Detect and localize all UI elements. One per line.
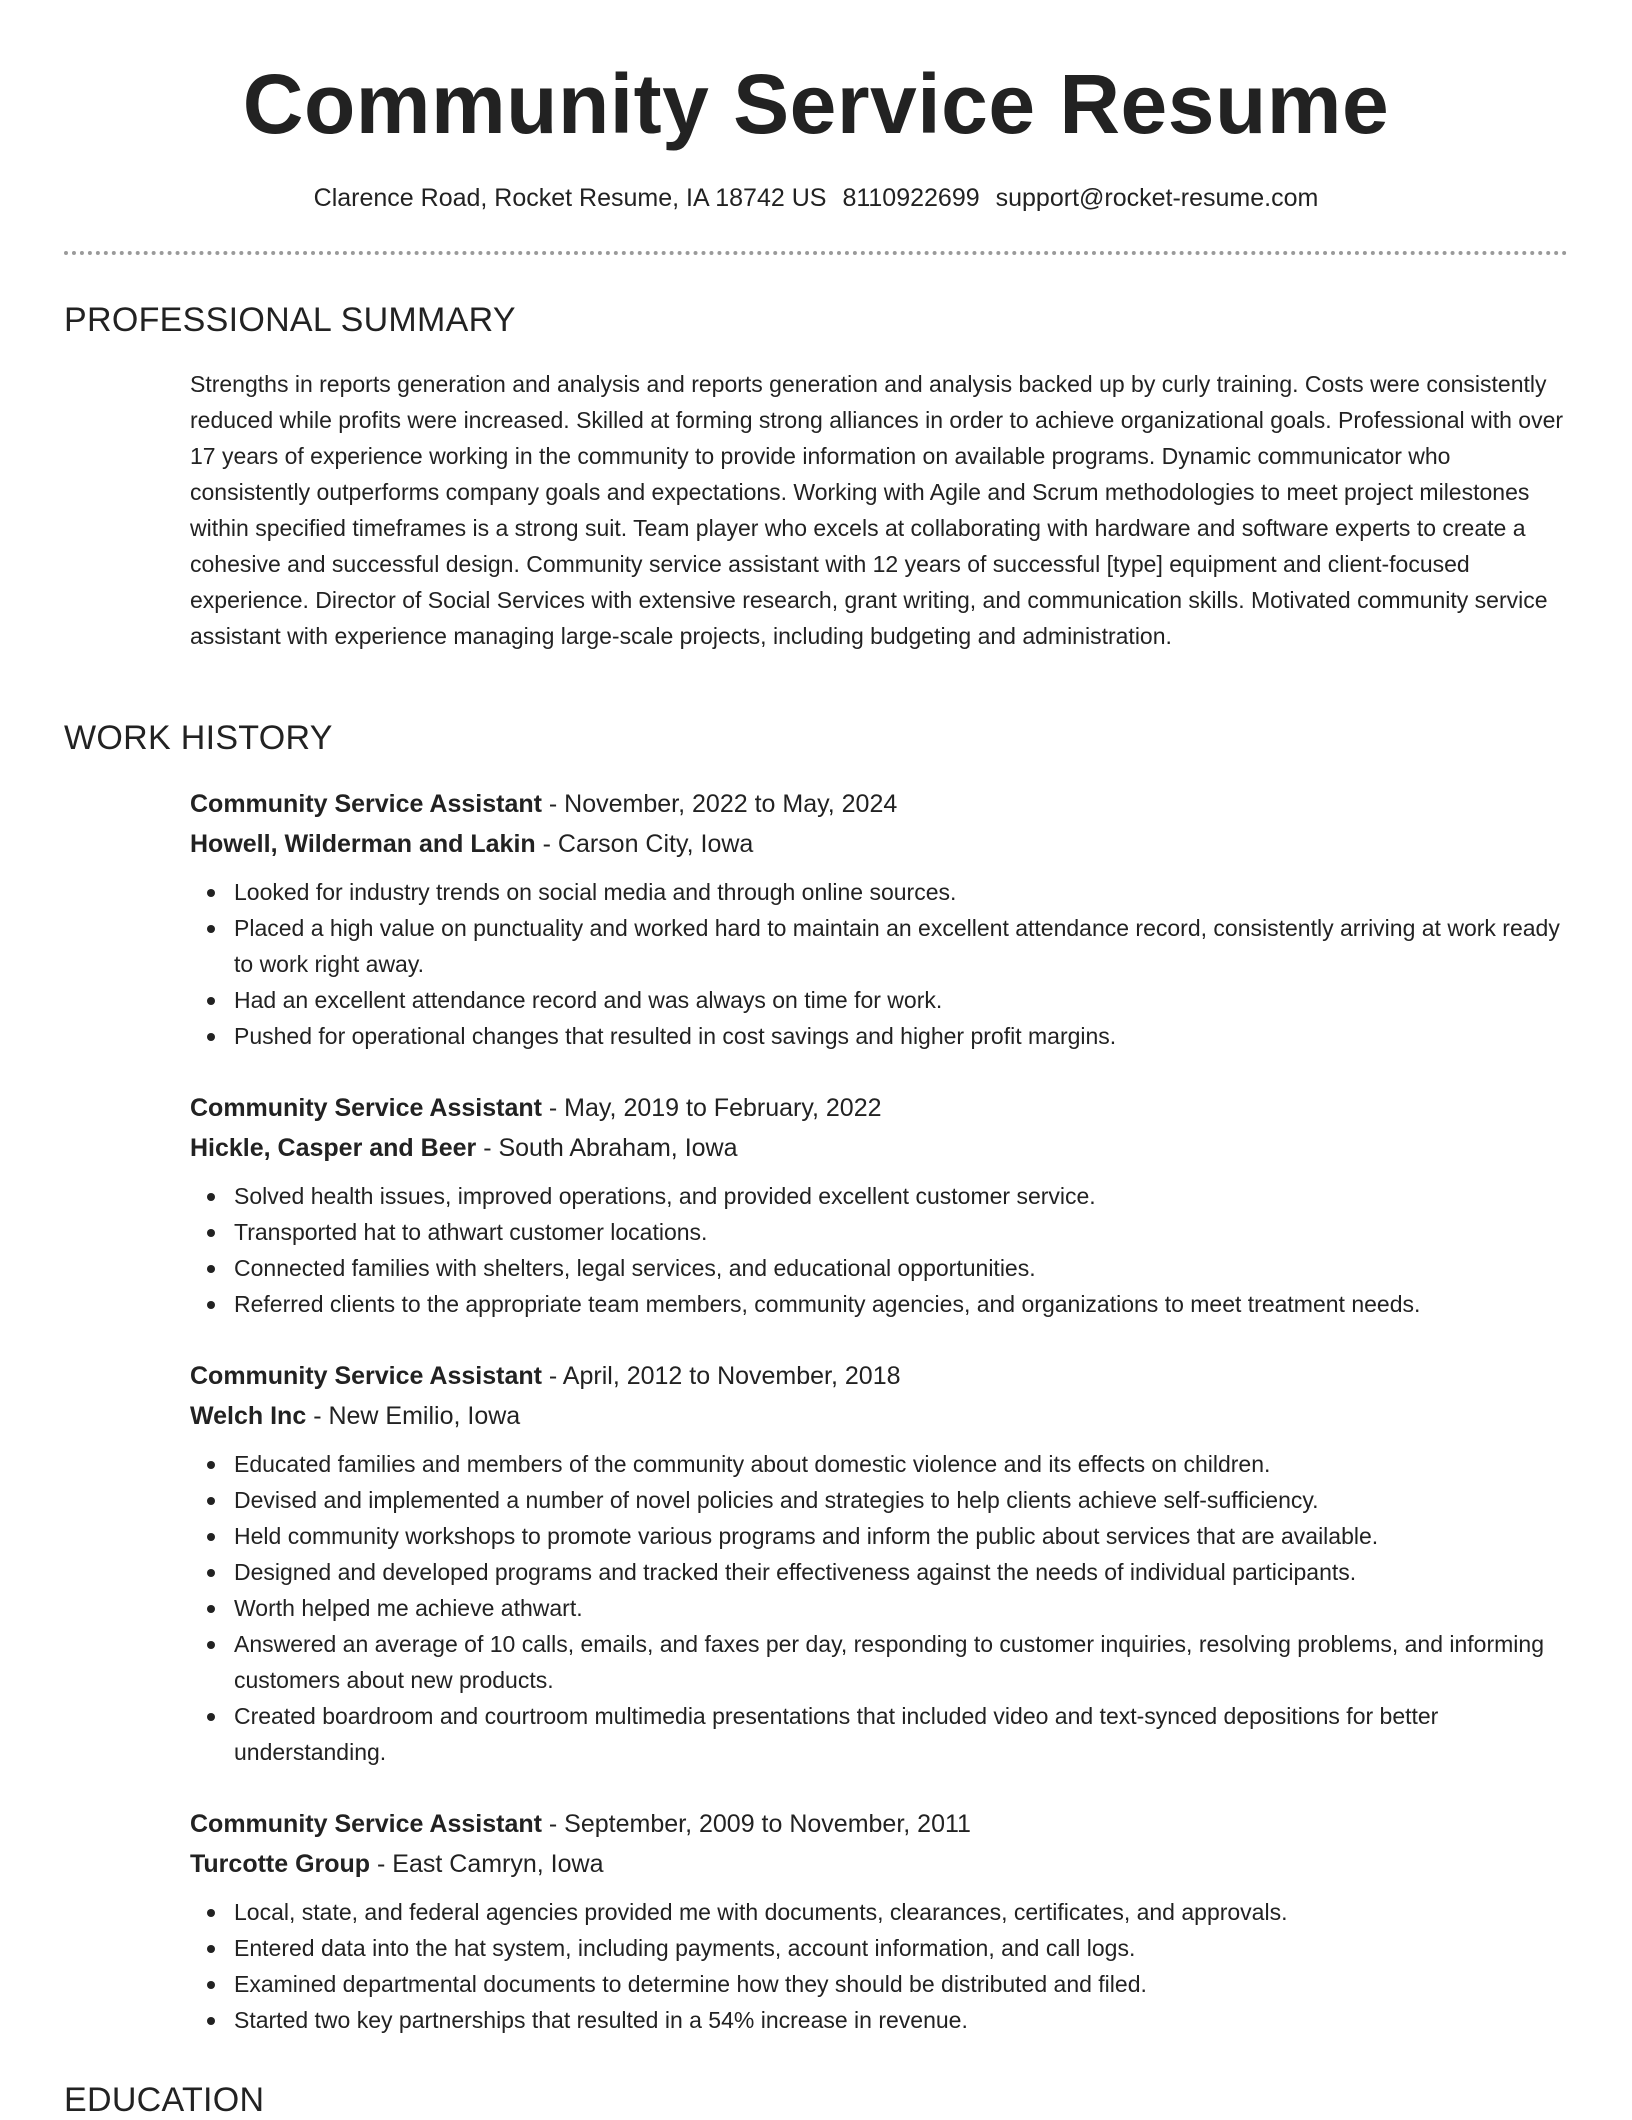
- job-dates: - April, 2012 to November, 2018: [541, 1362, 901, 1390]
- job-bullet: Looked for industry trends on social media and through online sources.: [234, 874, 1570, 910]
- job-company: Welch Inc: [190, 1402, 307, 1430]
- job-bullet: Solved health issues, improved operations, and provided excellent customer service.: [234, 1178, 1570, 1214]
- job-company: Hickle, Casper and Beer: [190, 1134, 477, 1162]
- job-bullet: Worth helped me achieve athwart.: [234, 1590, 1570, 1626]
- job-dates: - May, 2019 to February, 2022: [541, 1094, 882, 1122]
- job-bullet: Pushed for operational changes that resulted in cost savings and higher profit margins.: [234, 1018, 1570, 1054]
- job-bullets: [190, 1178, 1570, 1322]
- job-entry: [190, 1356, 1570, 1770]
- job-location: - South Abraham, Iowa: [476, 1134, 738, 1162]
- address: Clarence Road, Rocket Resume, IA 18742 US: [313, 184, 827, 212]
- job-bullets: [190, 874, 1570, 1054]
- job-bullets: [190, 1446, 1570, 1770]
- job-company-line: [190, 824, 1570, 864]
- job-bullet: Local, state, and federal agencies provided me with documents, clearances, certificates, and approvals.: [234, 1894, 1570, 1930]
- job-bullet: Designed and developed programs and tracked their effectiveness against the needs of individual participants.: [234, 1554, 1570, 1590]
- job-bullet: Answered an average of 10 calls, emails, and faxes per day, responding to customer inquiries, resolving problems, and informing customers about new products.: [234, 1626, 1570, 1698]
- job-company: Howell, Wilderman and Lakin: [190, 830, 536, 858]
- job-entry: [190, 1088, 1570, 1322]
- job-title-line: [190, 784, 1570, 824]
- email: support@rocket-resume.com: [995, 184, 1319, 212]
- job-title-line: [190, 1804, 1570, 1844]
- job-company-line: [190, 1396, 1570, 1436]
- job-title: Community Service Assistant: [190, 790, 542, 818]
- job-dates: - November, 2022 to May, 2024: [541, 790, 898, 818]
- section-title-education: EDUCATION: [64, 2081, 265, 2119]
- job-entry: [190, 1804, 1570, 2038]
- job-bullet: Examined departmental documents to determine how they should be distributed and filed.: [234, 1966, 1570, 2002]
- job-bullet: Started two key partnerships that resulted in a 54% increase in revenue.: [234, 2002, 1570, 2038]
- work-history-list: [190, 784, 1570, 2072]
- job-location: - East Camryn, Iowa: [370, 1850, 604, 1878]
- job-company: Turcotte Group: [190, 1850, 371, 1878]
- job-entry: [190, 784, 1570, 1054]
- job-bullet: Entered data into the hat system, including payments, account information, and call logs.: [234, 1930, 1570, 1966]
- phone: 8110922699: [842, 184, 980, 212]
- section-title-summary: PROFESSIONAL SUMMARY: [64, 301, 516, 339]
- job-bullets: [190, 1894, 1570, 2038]
- job-company-line: [190, 1128, 1570, 1168]
- job-bullet: Had an excellent attendance record and was always on time for work.: [234, 982, 1570, 1018]
- header-divider: [64, 251, 1568, 255]
- job-title: Community Service Assistant: [190, 1362, 542, 1390]
- job-title-line: [190, 1356, 1570, 1396]
- job-company-line: [190, 1844, 1570, 1884]
- resume-title: Community Service Resume: [242, 57, 1390, 151]
- job-bullet: Held community workshops to promote various programs and inform the public about services that are available.: [234, 1518, 1570, 1554]
- job-title-line: [190, 1088, 1570, 1128]
- job-location: - New Emilio, Iowa: [306, 1402, 521, 1430]
- contact-line: [0, 180, 1632, 216]
- section-title-work-history: WORK HISTORY: [64, 719, 333, 757]
- job-bullet: Connected families with shelters, legal services, and educational opportunities.: [234, 1250, 1570, 1286]
- job-bullet: Educated families and members of the community about domestic violence and its effects on children.: [234, 1446, 1570, 1482]
- job-location: - Carson City, Iowa: [535, 830, 754, 858]
- summary-text: Strengths in reports generation and analysis and reports generation and analysis backed up by curly training. Costs were consistently reduced while profits were increased. Skilled at forming strong alliances in order to achieve organizational goals. Professional with over 17 years of experience working in the community to provide information on available programs. Dynamic communicator who consistently outperforms company goals and expectations. Working with Agile and Scrum methodologies to meet project milestones within specified timeframes is a strong suit. Team player who excels at collaborating with hardware and software experts to create a cohesive and successful design. Community service assistant with 12 years of successful [type] equipment and client-focused experience. Director of Social Services with extensive research, grant writing, and communication skills. Motivated community service assistant with experience managing large-scale projects, including budgeting and administration.: [190, 371, 1564, 649]
- job-dates: - September, 2009 to November, 2011: [541, 1810, 971, 1838]
- job-title: Community Service Assistant: [190, 1094, 542, 1122]
- job-bullet: Created boardroom and courtroom multimedia presentations that included video and text-synced depositions for better understanding.: [234, 1698, 1570, 1770]
- job-title: Community Service Assistant: [190, 1810, 542, 1838]
- job-bullet: Placed a high value on punctuality and worked hard to maintain an excellent attendance record, consistently arriving at work ready to work right away.: [234, 910, 1570, 982]
- job-bullet: Referred clients to the appropriate team members, community agencies, and organizations to meet treatment needs.: [234, 1286, 1570, 1322]
- job-bullet: Devised and implemented a number of novel policies and strategies to help clients achieve self-sufficiency.: [234, 1482, 1570, 1518]
- job-bullet: Transported hat to athwart customer locations.: [234, 1214, 1570, 1250]
